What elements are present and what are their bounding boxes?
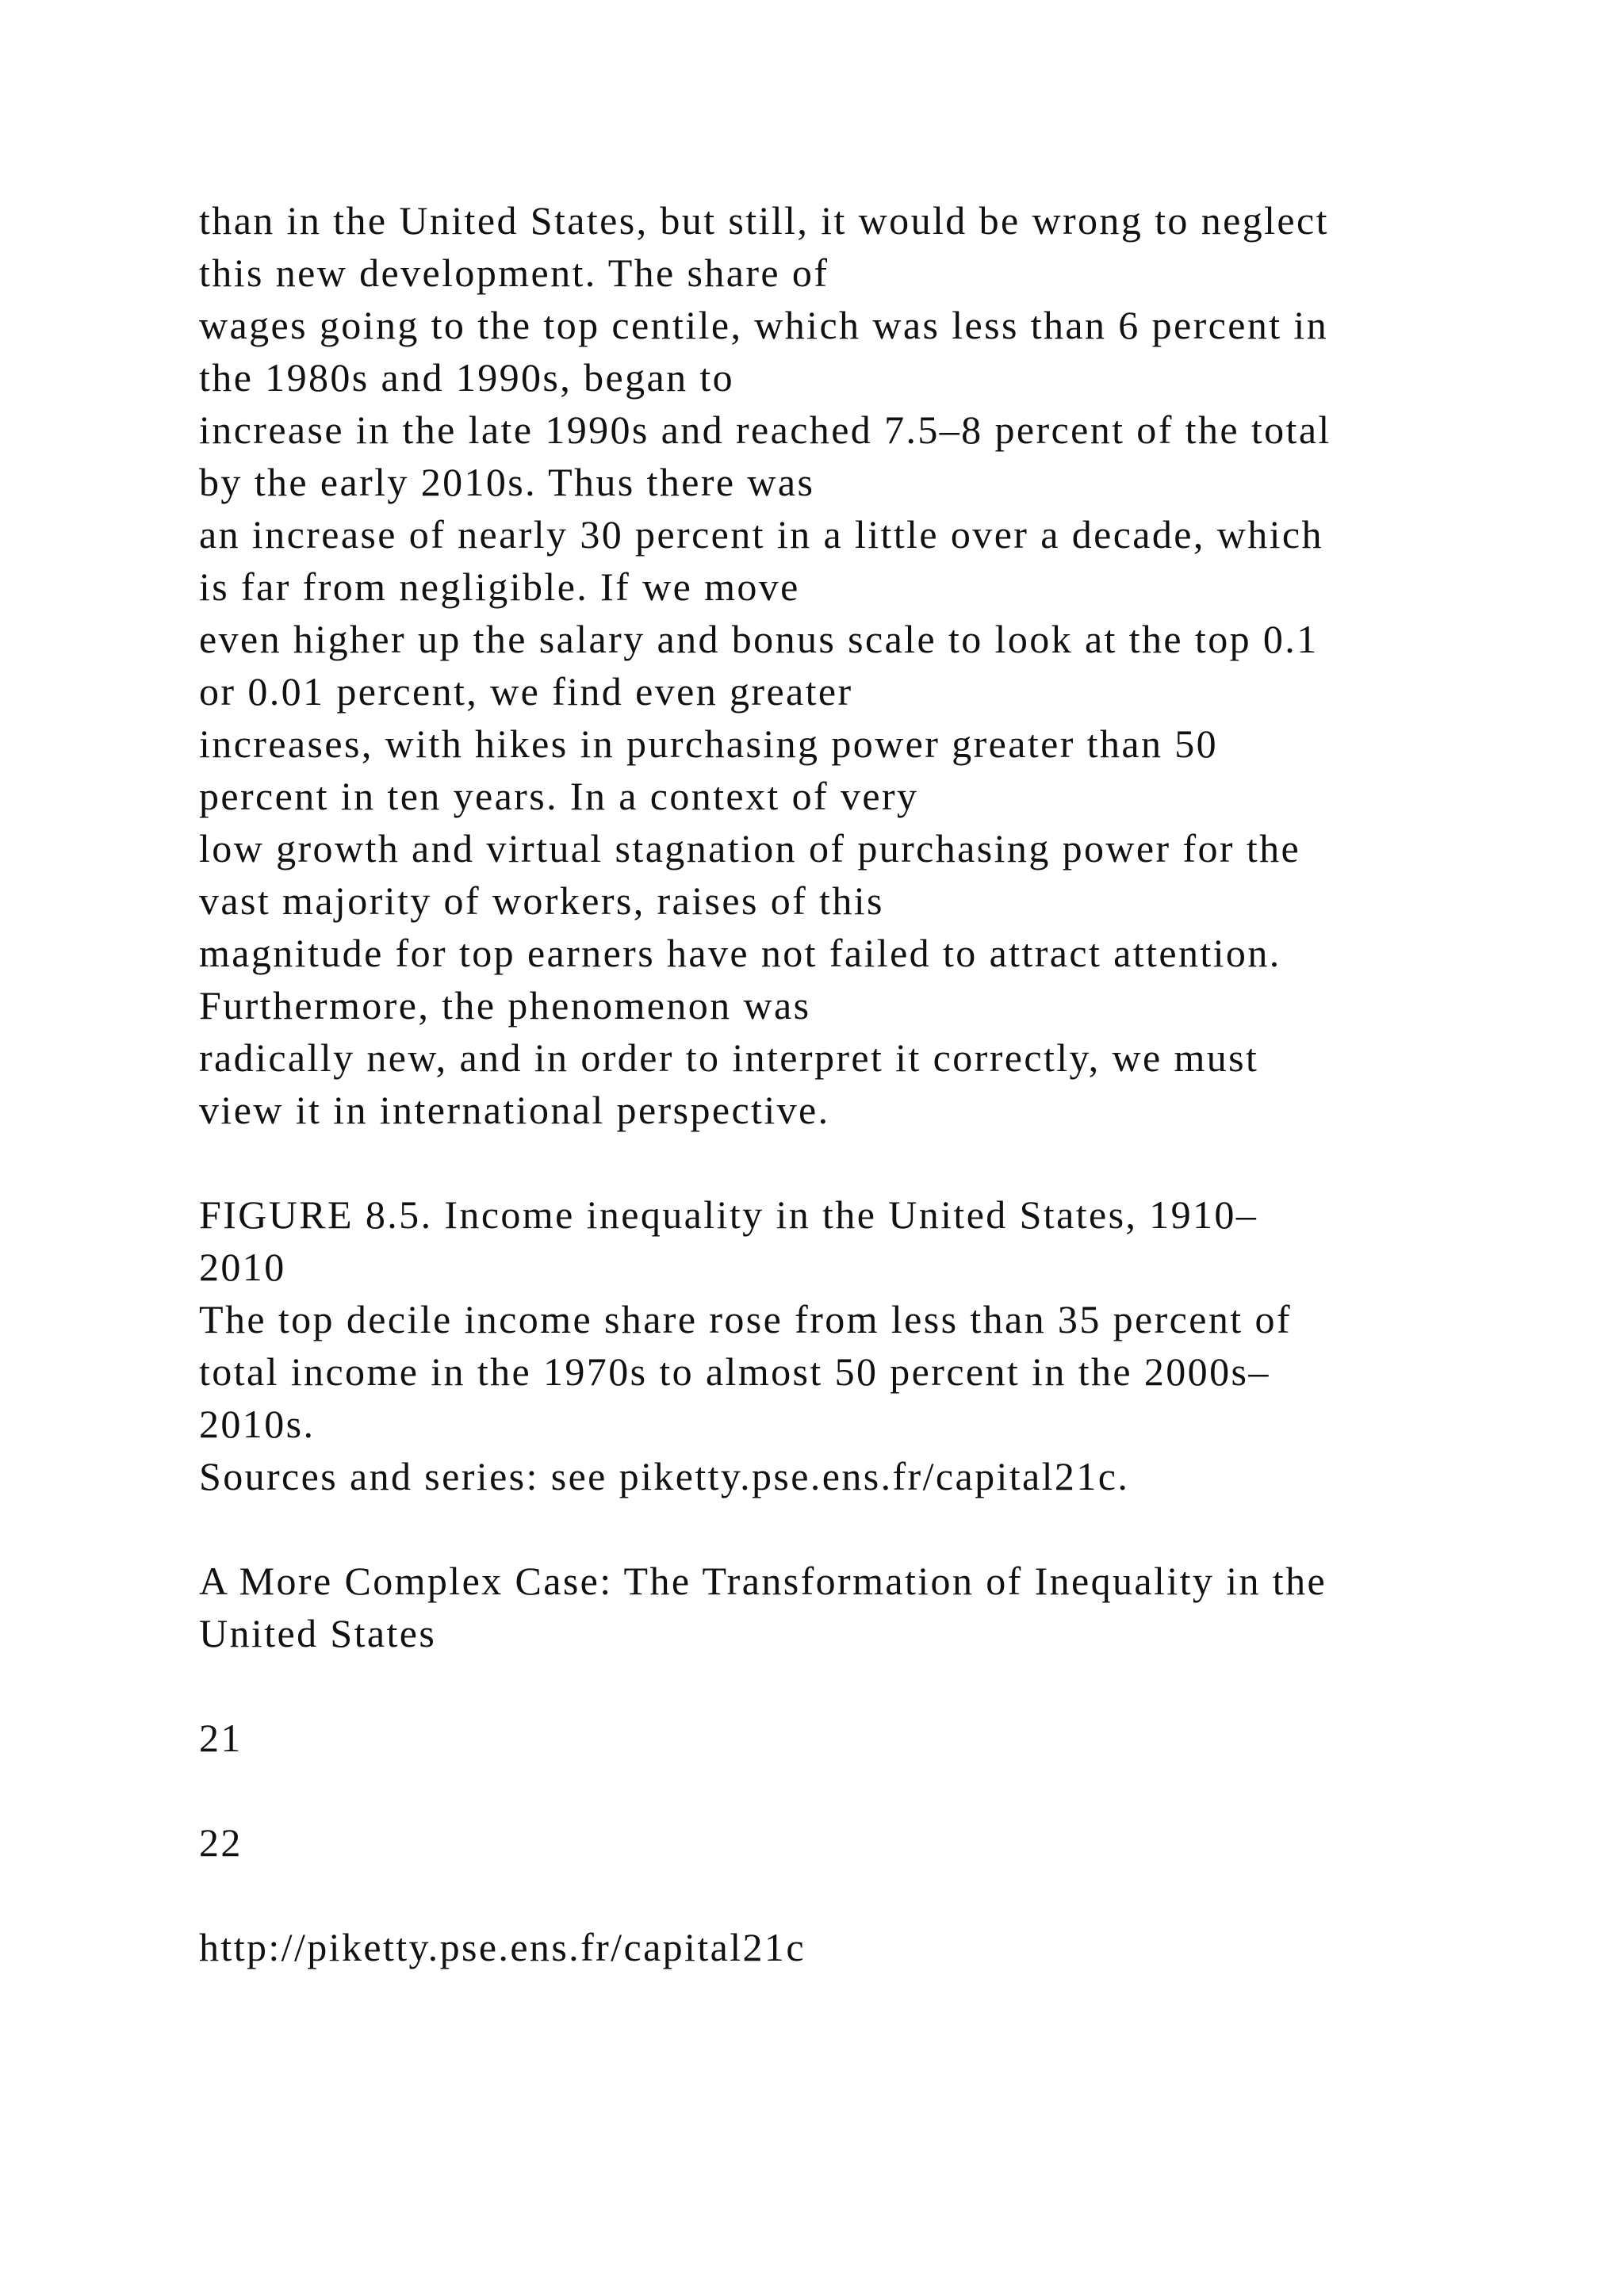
footnote-number: 22 <box>199 1820 243 1865</box>
paragraph-line: this new development. The share of <box>199 251 829 295</box>
figure-sources: Sources and series: see piketty.pse.ens.fr/capital21c. <box>199 1454 1130 1498</box>
paragraph-line: even higher up the salary and bonus scale to look at the top 0.1 <box>199 617 1319 661</box>
paragraph-line: increases, with hikes in purchasing power greater than 50 <box>199 721 1219 766</box>
figure-caption-block <box>199 1188 1468 1502</box>
spacer <box>199 1136 1468 1188</box>
paragraph-line: is far from negligible. If we move <box>199 564 800 609</box>
section-heading-line: United States <box>199 1611 437 1655</box>
figure-description: 2010s. <box>199 1402 316 1446</box>
paragraph-line: view it in international perspective. <box>199 1088 830 1132</box>
paragraph-line: percent in ten years. In a context of very <box>199 774 919 818</box>
figure-caption: FIGURE 8.5. Income inequality in the United States, 1910– <box>199 1192 1258 1237</box>
paragraph-line: magnitude for top earners have not failed to attract attention. <box>199 931 1281 975</box>
paragraph-line: vast majority of workers, raises of this <box>199 878 884 923</box>
paragraph-line: Furthermore, the phenomenon was <box>199 983 811 1027</box>
paragraph-line: or 0.01 percent, we find even greater <box>199 669 853 714</box>
paragraph-line: than in the United States, but still, it would be wrong to neglect <box>199 198 1329 243</box>
spacer <box>199 1869 1468 1921</box>
spacer <box>199 1502 1468 1555</box>
paragraph-line: the 1980s and 1990s, began to <box>199 355 735 400</box>
section-heading <box>199 1555 1468 1659</box>
document-page <box>199 194 1468 1973</box>
paragraph-line: wages going to the top centile, which was less than 6 percent in <box>199 303 1329 347</box>
figure-caption: 2010 <box>199 1245 286 1289</box>
spacer <box>199 1659 1468 1712</box>
source-link-text[interactable]: http://piketty.pse.ens.fr/capital21c <box>199 1925 806 1969</box>
paragraph-line: radically new, and in order to interpret it correctly, we must <box>199 1035 1259 1080</box>
spacer <box>199 1764 1468 1816</box>
paragraph-line: increase in the late 1990s and reached 7.5–8 percent of the total <box>199 408 1331 452</box>
paragraph-line: by the early 2010s. Thus there was <box>199 460 815 504</box>
section-heading-line: A More Complex Case: The Transformation of Inequality in the <box>199 1559 1327 1603</box>
figure-description: total income in the 1970s to almost 50 percent in the 2000s– <box>199 1349 1270 1394</box>
paragraph-line: an increase of nearly 30 percent in a little over a decade, which <box>199 512 1323 557</box>
source-link[interactable] <box>199 1921 1468 1973</box>
body-paragraph <box>199 194 1468 1136</box>
footnote-number: 21 <box>199 1716 243 1760</box>
figure-description: The top decile income share rose from less than 35 percent of <box>199 1297 1292 1341</box>
paragraph-line: low growth and virtual stagnation of purchasing power for the <box>199 826 1301 871</box>
